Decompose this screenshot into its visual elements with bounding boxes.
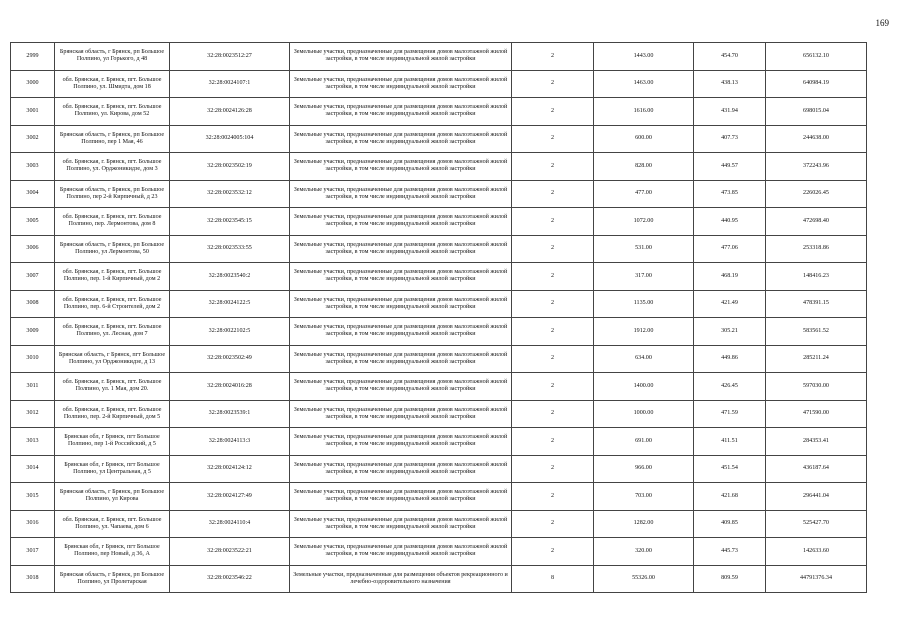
cadastral-number-cell: 32:28:0024016:28 [170,373,290,401]
total-value-cell: 436187.64 [766,455,867,483]
row-id-cell: 3017 [11,538,55,566]
category-cell: 2 [512,180,594,208]
table-row [11,208,867,236]
row-id-cell: 3008 [11,290,55,318]
cadastral-number-cell: 32:28:0023502:49 [170,345,290,373]
total-value-cell: 44791376.34 [766,565,867,593]
address-cell: Брянская область, г Брянск, рп Большое Полпино, пер 1 Мая, 46 [55,125,170,153]
area-cell: 1072.00 [594,208,694,236]
area-cell: 1443.00 [594,43,694,71]
table-row [11,483,867,511]
land-registry-table [10,42,867,593]
address-cell: обл. Брянская, г. Брянск, пгт. Большое Полпино, ул. Лесная, дом 7 [55,318,170,346]
land-use-cell: Земельные участки, предназначенные для размещения домов малоэтажной жилой застройки, в том числе индивидуальной жилой застройки [290,98,512,126]
area-cell: 1616.00 [594,98,694,126]
area-cell: 531.00 [594,235,694,263]
row-id-cell: 3009 [11,318,55,346]
row-id-cell: 3013 [11,428,55,456]
cadastral-number-cell: 32:28:0024124:12 [170,455,290,483]
category-cell: 2 [512,125,594,153]
table-row [11,70,867,98]
cadastral-number-cell: 32:28:0023522:21 [170,538,290,566]
total-value-cell: 478391.15 [766,290,867,318]
row-id-cell: 3018 [11,565,55,593]
category-cell: 2 [512,538,594,566]
land-use-cell: Земельные участки, предназначенные для размещения домов малоэтажной жилой застройки, в том числе индивидуальной жилой застройки [290,400,512,428]
address-cell: обл. Брянская, г. Брянск, пгт. Большое Полпино, ул. Шмидта, дом 18 [55,70,170,98]
cadastral-number-cell: 32:28:0024122:5 [170,290,290,318]
table-row [11,98,867,126]
table-row [11,318,867,346]
row-id-cell: 3007 [11,263,55,291]
row-id-cell: 3004 [11,180,55,208]
unit-price-cell: 471.59 [694,400,766,428]
unit-price-cell: 454.70 [694,43,766,71]
total-value-cell: 525427.70 [766,510,867,538]
area-cell: 317.00 [594,263,694,291]
category-cell: 2 [512,345,594,373]
table-row [11,180,867,208]
category-cell: 2 [512,235,594,263]
unit-price-cell: 445.73 [694,538,766,566]
total-value-cell: 244638.00 [766,125,867,153]
area-cell: 1135.00 [594,290,694,318]
area-cell: 1463.00 [594,70,694,98]
table-row [11,290,867,318]
land-use-cell: Земельные участки, предназначенные для размещения домов малоэтажной жилой застройки, в том числе индивидуальной жилой застройки [290,345,512,373]
table-row [11,565,867,593]
area-cell: 600.00 [594,125,694,153]
unit-price-cell: 438.13 [694,70,766,98]
area-cell: 1912.00 [594,318,694,346]
area-cell: 477.00 [594,180,694,208]
cadastral-number-cell: 32:28:0023502:19 [170,153,290,181]
land-use-cell: Земельные участки, предназначенные для размещения домов малоэтажной жилой застройки, в том числе индивидуальной жилой застройки [290,483,512,511]
row-id-cell: 3011 [11,373,55,401]
unit-price-cell: 451.54 [694,455,766,483]
unit-price-cell: 468.19 [694,263,766,291]
address-cell: Брянская область, г Брянск, рп Большое Полпино, ул Кирова [55,483,170,511]
unit-price-cell: 407.73 [694,125,766,153]
cadastral-number-cell: 32:28:0024126:28 [170,98,290,126]
total-value-cell: 472698.40 [766,208,867,236]
area-cell: 828.00 [594,153,694,181]
cadastral-number-cell: 32:28:0023539:1 [170,400,290,428]
land-use-cell: Земельные участки, предназначенные для размещения домов малоэтажной жилой застройки, в том числе индивидуальной жилой застройки [290,263,512,291]
address-cell: обл. Брянская, г. Брянск, пгт. Большое Полпино, пер. Лермонтова, дом 8 [55,208,170,236]
category-cell: 2 [512,510,594,538]
table-row [11,345,867,373]
unit-price-cell: 473.85 [694,180,766,208]
table-row [11,428,867,456]
row-id-cell: 3016 [11,510,55,538]
unit-price-cell: 411.51 [694,428,766,456]
cadastral-number-cell: 32:28:0023532:12 [170,180,290,208]
land-use-cell: Земельные участки, предназначенные для размещения домов малоэтажной жилой застройки, в том числе индивидуальной жилой застройки [290,318,512,346]
land-use-cell: Земельные участки, предназначенные для размещения объектов рекреационного и лечебно-оздоровительного назначения [290,565,512,593]
address-cell: обл. Брянская, г. Брянск, пгт. Большое Полпино, пер. 2-й Кирпичный, дом 5 [55,400,170,428]
cadastral-number-cell: 32:28:0022102:5 [170,318,290,346]
category-cell: 2 [512,43,594,71]
land-use-cell: Земельные участки, предназначенные для размещения домов малоэтажной жилой застройки, в том числе индивидуальной жилой застройки [290,455,512,483]
row-id-cell: 3000 [11,70,55,98]
land-use-cell: Земельные участки, предназначенные для размещения домов малоэтажной жилой застройки, в том числе индивидуальной жилой застройки [290,125,512,153]
total-value-cell: 471590.00 [766,400,867,428]
unit-price-cell: 305.21 [694,318,766,346]
land-use-cell: Земельные участки, предназначенные для размещения домов малоэтажной жилой застройки, в том числе индивидуальной жилой застройки [290,43,512,71]
row-id-cell: 3005 [11,208,55,236]
land-use-cell: Земельные участки, предназначенные для размещения домов малоэтажной жилой застройки, в том числе индивидуальной жилой застройки [290,428,512,456]
cadastral-number-cell: 32:28:0024113:3 [170,428,290,456]
total-value-cell: 640984.19 [766,70,867,98]
address-cell: обл. Брянская, г. Брянск, пгт. Большое Полпино, ул. Орджоникидзе, дом 3 [55,153,170,181]
address-cell: обл. Брянская, г. Брянск, пгт. Большое Полпино, пер. 1-й Кирпичный, дом 2 [55,263,170,291]
total-value-cell: 253318.86 [766,235,867,263]
table-row [11,235,867,263]
category-cell: 8 [512,565,594,593]
unit-price-cell: 431.94 [694,98,766,126]
unit-price-cell: 426.45 [694,373,766,401]
unit-price-cell: 440.95 [694,208,766,236]
address-cell: обл. Брянская, г. Брянск, пгт. Большое Полпино, ул. Кирова, дом 52 [55,98,170,126]
address-cell: Брянская обл, г Брянск, пгт Большое Полпино, пер Новый, д 36, А [55,538,170,566]
address-cell: Брянская область, г Брянск, рп Большое Полпино, пер 2-й Кирпичный, д 23 [55,180,170,208]
total-value-cell: 296441.04 [766,483,867,511]
category-cell: 2 [512,208,594,236]
category-cell: 2 [512,483,594,511]
table-row [11,510,867,538]
address-cell: Брянская обл, г Брянск, пгт Большое Полпино, ул Центральная, д 5 [55,455,170,483]
area-cell: 1000.00 [594,400,694,428]
land-use-cell: Земельные участки, предназначенные для размещения домов малоэтажной жилой застройки, в том числе индивидуальной жилой застройки [290,153,512,181]
land-use-cell: Земельные участки, предназначенные для размещения домов малоэтажной жилой застройки, в том числе индивидуальной жилой застройки [290,208,512,236]
total-value-cell: 226026.45 [766,180,867,208]
row-id-cell: 3002 [11,125,55,153]
table-row [11,43,867,71]
total-value-cell: 142633.60 [766,538,867,566]
table-row [11,125,867,153]
address-cell: Брянская область, г Брянск, рп Большое Полпино, ул Горького, д 48 [55,43,170,71]
address-cell: обл. Брянская, г. Брянск, пгт. Большое Полпино, пер. 6-й Строителей, дом 2 [55,290,170,318]
address-cell: обл. Брянская, г. Брянск, пгт. Большое Полпино, ул. 1 Мая, дом 20. [55,373,170,401]
category-cell: 2 [512,98,594,126]
row-id-cell: 3003 [11,153,55,181]
row-id-cell: 3012 [11,400,55,428]
row-id-cell: 2999 [11,43,55,71]
address-cell: Брянская область, г Брянск, пгт Большое Полпино, ул Орджоникидзе, д 13 [55,345,170,373]
category-cell: 2 [512,318,594,346]
unit-price-cell: 421.49 [694,290,766,318]
land-use-cell: Земельные участки, предназначенные для размещения домов малоэтажной жилой застройки, в том числе индивидуальной жилой застройки [290,373,512,401]
page-number: 169 [875,18,889,28]
row-id-cell: 3010 [11,345,55,373]
total-value-cell: 597030.00 [766,373,867,401]
address-cell: обл. Брянская, г. Брянск, пгт. Большое Полпино, ул. Чапаева, дом 6 [55,510,170,538]
land-use-cell: Земельные участки, предназначенные для размещения домов малоэтажной жилой застройки, в том числе индивидуальной жилой застройки [290,70,512,98]
address-cell: Брянская обл, г Брянск, пгт Большое Полпино, пер 1-й Российский, д 5 [55,428,170,456]
total-value-cell: 285211.24 [766,345,867,373]
cadastral-number-cell: 32:28:0023545:15 [170,208,290,236]
row-id-cell: 3001 [11,98,55,126]
area-cell: 966.00 [594,455,694,483]
area-cell: 55326.00 [594,565,694,593]
total-value-cell: 656132.10 [766,43,867,71]
registry-body [11,43,867,593]
table-row [11,400,867,428]
land-use-cell: Земельные участки, предназначенные для размещения домов малоэтажной жилой застройки, в том числе индивидуальной жилой застройки [290,510,512,538]
table-row [11,455,867,483]
category-cell: 2 [512,290,594,318]
area-cell: 1282.00 [594,510,694,538]
table-row [11,263,867,291]
total-value-cell: 698015.04 [766,98,867,126]
table-row [11,373,867,401]
unit-price-cell: 477.06 [694,235,766,263]
total-value-cell: 148416.23 [766,263,867,291]
address-cell: Брянская область, г Брянск, рп Большое Полпино, ул Пролетарская [55,565,170,593]
category-cell: 2 [512,428,594,456]
address-cell: Брянская область, г Брянск, рп Большое Полпино, ул Лермонтова, 50 [55,235,170,263]
unit-price-cell: 449.86 [694,345,766,373]
cadastral-number-cell: 32:28:0024110:4 [170,510,290,538]
row-id-cell: 3015 [11,483,55,511]
row-id-cell: 3014 [11,455,55,483]
category-cell: 2 [512,70,594,98]
cadastral-number-cell: 32:28:0023546:22 [170,565,290,593]
cadastral-number-cell: 32:28:0023533:55 [170,235,290,263]
row-id-cell: 3006 [11,235,55,263]
category-cell: 2 [512,263,594,291]
land-use-cell: Земельные участки, предназначенные для размещения домов малоэтажной жилой застройки, в том числе индивидуальной жилой застройки [290,235,512,263]
area-cell: 1400.00 [594,373,694,401]
area-cell: 634.00 [594,345,694,373]
land-use-cell: Земельные участки, предназначенные для размещения домов малоэтажной жилой застройки, в том числе индивидуальной жилой застройки [290,290,512,318]
category-cell: 2 [512,400,594,428]
category-cell: 2 [512,153,594,181]
land-use-cell: Земельные участки, предназначенные для размещения домов малоэтажной жилой застройки, в том числе индивидуальной жилой застройки [290,180,512,208]
table-row [11,538,867,566]
unit-price-cell: 409.85 [694,510,766,538]
land-use-cell: Земельные участки, предназначенные для размещения домов малоэтажной жилой застройки, в том числе индивидуальной жилой застройки [290,538,512,566]
area-cell: 320.00 [594,538,694,566]
unit-price-cell: 421.68 [694,483,766,511]
category-cell: 2 [512,373,594,401]
cadastral-number-cell: 32:28:0024005:104 [170,125,290,153]
cadastral-number-cell: 32:28:0024127:49 [170,483,290,511]
area-cell: 691.00 [594,428,694,456]
total-value-cell: 583561.52 [766,318,867,346]
cadastral-number-cell: 32:28:0024107:1 [170,70,290,98]
unit-price-cell: 449.57 [694,153,766,181]
cadastral-number-cell: 32:28:0023512:27 [170,43,290,71]
cadastral-number-cell: 32:28:0023540:2 [170,263,290,291]
area-cell: 703.00 [594,483,694,511]
total-value-cell: 372243.96 [766,153,867,181]
category-cell: 2 [512,455,594,483]
unit-price-cell: 809.59 [694,565,766,593]
total-value-cell: 284353.41 [766,428,867,456]
table-row [11,153,867,181]
